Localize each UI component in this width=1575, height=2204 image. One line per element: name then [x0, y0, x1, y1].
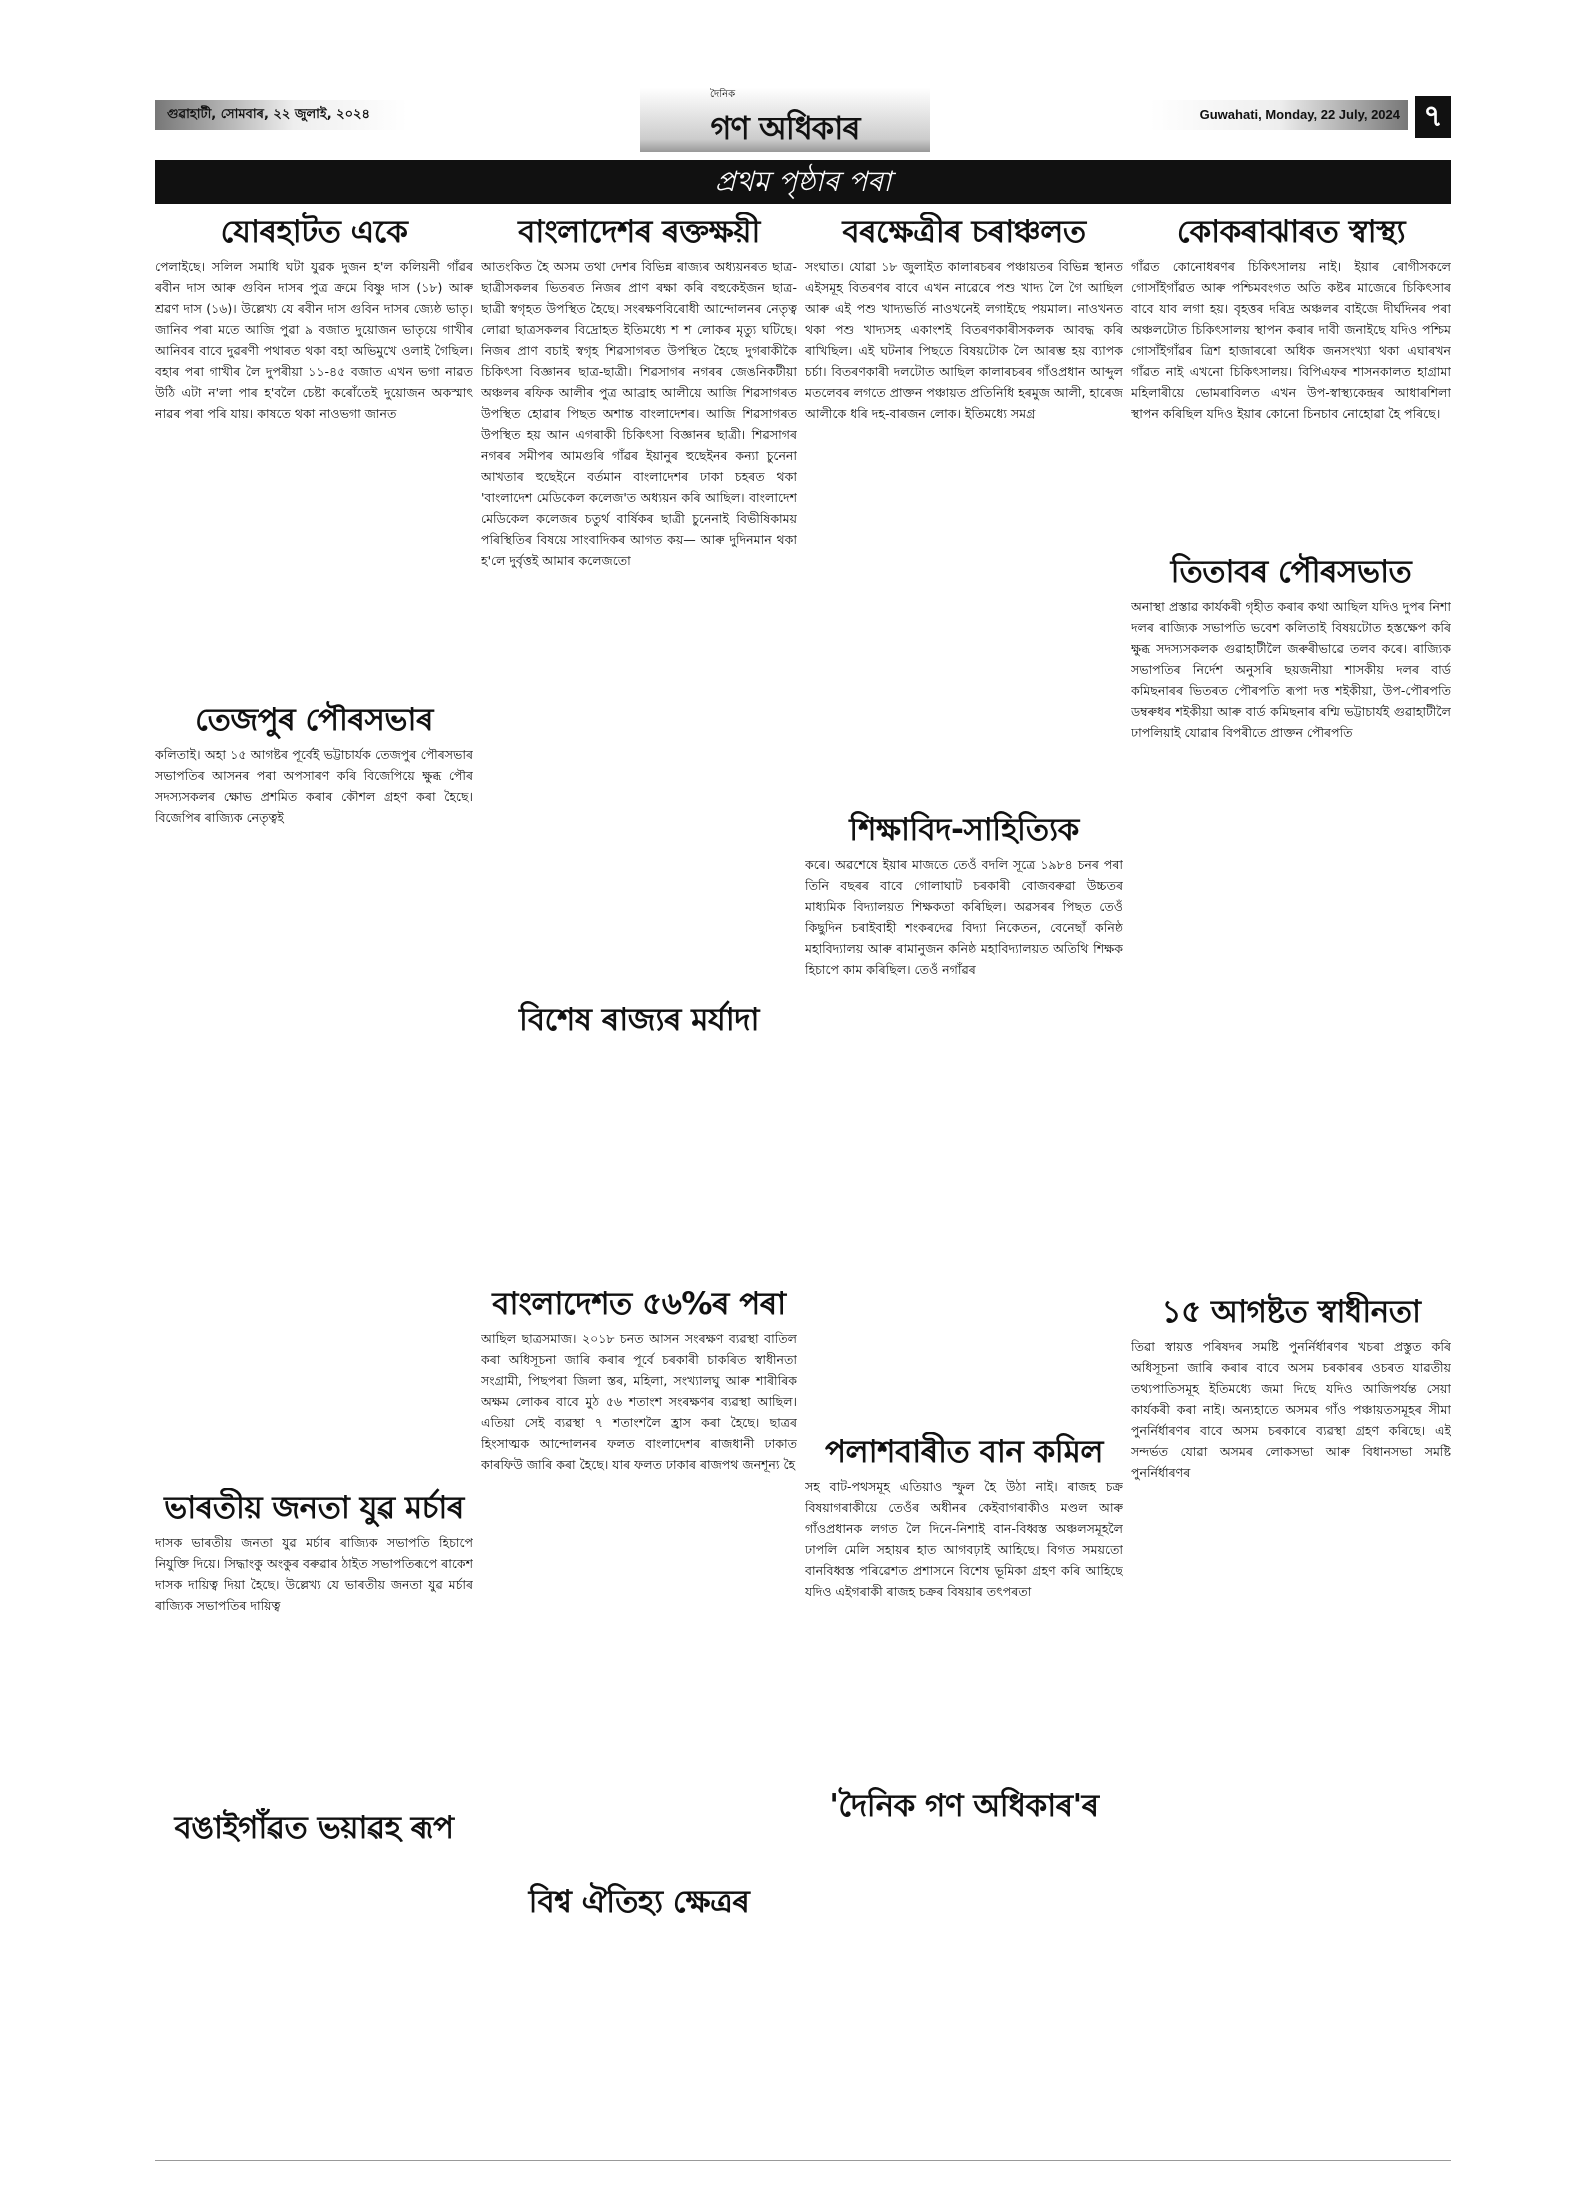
- masthead-title: গণ অধিকাৰ: [710, 109, 860, 147]
- article-body: গাঁৱত কোনোধৰণৰ চিকিৎসালয় নাই। ইয়াৰ ৰোগীসকলে গোসাঁইগাঁৱত আৰু পশ্চিমবংগত অতি কষ্টৰ মাজেৰে চিকিৎসাৰ বাবে যাব লগা হয়। বৃহত্তৰ দৰিদ্ৰ অঞ্চলৰ বাইজে দীৰ্ঘদিনৰ পৰা অঞ্চলটোত চিকিৎসালয় স্থাপন কৰাৰ দাবী জনাইছে যদিও পশ্চিম গোসাঁইগাঁৱৰ ত্ৰিশ হাজাৰৰো অধিক জনসংখ্যা থকা এঘাৰখন গাঁৱত নাই এখনো চিকিৎসালয়। বিপিএফৰ শাসনকালত হাগ্ৰামা মহিলাৰীয়ে ভোমৰাবিলত এখন উপ-স্বাস্থ্যকেন্দ্ৰৰ আধাৰশিলা স্থাপন কৰিছিল যদিও ইয়াৰ কোনো চিনচাব নোহোৱা হৈ পৰিছে।: [1131, 259, 1451, 421]
- column-3: [805, 212, 1123, 2160]
- column-2: [481, 212, 797, 2160]
- footer-rule: [155, 2160, 1451, 2161]
- headline: তিতাবৰ পৌৰসভাত: [1170, 554, 1412, 590]
- headline: শিক্ষাবিদ-সাহিত্যিক: [849, 812, 1079, 848]
- headline: বিশেষ ৰাজ্যৰ মৰ্যাদা: [518, 1002, 760, 1038]
- article-body: দাসক ভাৰতীয় জনতা যুৱ মৰ্চাৰ ৰাজ্যিক সভাপতি হিচাপে নিযুক্তি দিয়ে। সিদ্ধাংকু অংকুৰ বৰুৱাৰ ঠাইত সভাপতিৰূপে ৰাকেশ দাসক দায়িত্ব দিয়া হৈছে। উল্লেখ্য যে ভাৰতীয় জনতা যুৱ মৰ্চাৰ ৰাজ্যিক সভাপতিৰ দায়িত্ব: [155, 1535, 473, 1613]
- article-body: পেলাইছে। সলিল সমাধি ঘটা যুৱক দুজন হ'ল কলিয়নী গাঁৱৰ ৰবীন দাস আৰু গুবিন দাসৰ পুত্ৰ ক্ৰমে বিষ্ণু দাস (১৮) আৰু শ্ৰৱণ দাস (১৬)। উল্লেখ্য যে ৰবীন দাস গুবিন দাসৰ জ্যেষ্ঠ ভাতৃ। জানিব পৰা মতে আজি পুৱা ৯ বজাত দুয়োজন ভাতৃয়ে গাখীৰ আনিবৰ বাবে দুৱৰণী পথাৰত থকা বহা অভিমুখে ওলাই গৈছিল। বহাৰ পৰা গাখীৰ লৈ দুপৰীয়া ১১-৪৫ বজাত এখন ভগা নাৱত উঠি এটা ন'লা পাৰ হ'বলৈ চেষ্টা কৰোঁতেই দুয়োজন অকস্মাৎ নাৱৰ পৰা পৰি যায়। কাষতে থকা নাওভগা জানত: [155, 259, 473, 421]
- article-body: [481, 1926, 797, 2156]
- article-body: অনাস্থা প্ৰস্তাৱ কাৰ্যকৰী গৃহীত কৰাৰ কথা আছিল যদিও দুপৰ নিশা দলৰ ৰাজ্যিক সভাপতি ভবেশ কলিতাই বিষয়টোত হস্তক্ষেপ কৰি ক্ষুব্ধ সদস্যসকলক গুৱাহাটীলৈ জৰুৰীভাৱে তলব কৰে। ৰাজ্যিক সভাপতিৰ নিৰ্দেশ অনুসৰি ছয়জনীয়া শাসকীয় দলৰ বাৰ্ড কমিছনাৰৰ ভিতৰত পৌৰপতি ৰূপা দত্ত শইকীয়া, উপ-পৌৰপতি ডম্বৰুধৰ শইকীয়া আৰু বাৰ্ড কমিছনাৰ ৰশ্মি ভট্টাচাৰ্যই গুৱাহাটীলৈ ঢাপলিয়াই যোৱাৰ বিপৰীতে প্ৰাক্তন পৌৰপতি: [1131, 599, 1451, 740]
- article: [1131, 1292, 1451, 2160]
- headline: তেজপুৰ পৌৰসভাৰ: [195, 702, 433, 738]
- column-1: [155, 212, 473, 2160]
- header-date-assamese: গুৱাহাটী, সোমবাৰ, ২২ জুলাই, ২০২৪: [155, 100, 407, 130]
- article: [805, 810, 1123, 1432]
- article: [481, 1882, 797, 2160]
- headline: বৰক্ষেত্ৰীৰ চৰাঞ্চলত: [842, 214, 1086, 250]
- article-body: কলিতাই। অহা ১৫ আগষ্টৰ পূৰ্বেই ভট্টাচাৰ্যক তেজপুৰ পৌৰসভাৰ সভাপতিৰ আসনৰ পৰা অপসাৰণ কৰি বিজেপিয়ে ক্ষুব্ধ পৌৰ সদস্যসকলৰ ক্ষোভ প্ৰশমিত কৰাৰ কৌশল গ্ৰহণ কৰা হৈছে। বিজেপিৰ ৰাজ্যিক নেতৃত্বই: [155, 747, 473, 825]
- headline: বিশ্ব ঐতিহ্য ক্ষেত্ৰৰ: [528, 1884, 750, 1920]
- article: [155, 1808, 473, 2160]
- masthead-small: দৈনিক: [710, 89, 736, 100]
- headline: পলাশবাৰীত বান কমিল: [824, 1434, 1103, 1470]
- article: [481, 1000, 797, 1284]
- article: [805, 1786, 1123, 2160]
- article-body: আছিল ছাত্ৰসমাজ। ২০১৮ চনত আসন সংৰক্ষণ ব্যৱস্থা বাতিল কৰা অধিসূচনা জাৰি কৰাৰ পূৰ্বে চৰকাৰী চাকৰিত স্বাধীনতা সংগ্ৰামী, পিছপৰা জিলা স্তৰ, মহিলা, সংখ্যালঘু আৰু শাৰীৰিক অক্ষম লোকৰ বাবে মুঠ ৫৬ শতাংশ সংৰক্ষণৰ ব্যৱস্থা আছিল। এতিয়া সেই ব্যৱস্থা ৭ শতাংশলৈ হ্ৰাস কৰা হৈছে। ছাত্ৰৰ হিংসাত্মক আন্দোলনৰ ফলত বাংলাদেশৰ ৰাজধানী ঢাকাত কাৰফিউ জাৰি কৰা হৈছে। যাৰ ফলত ঢাকাৰ ৰাজপথ জনশূন্য হৈ: [481, 1331, 797, 1472]
- article-body: সহ বাট-পথসমূহ এতিয়াও স্ফুল হৈ উঠা নাই। ৰাজহ চক্ৰ বিষয়াগৰাকীয়ে তেওঁৰ অধীনৰ কেইবাগৰাকীও মণ্ডল আৰু গাঁওপ্ৰধানক লগত লৈ দিনে-নিশাই বান-বিধ্বস্ত অঞ্চলসমূহলৈ ঢাপলি মেলি সহায়ৰ হাত আগবঢ়াই আহিছে। বিগত সময়তো বানবিধ্বস্ত পৰিৱেশত প্ৰশাসনে বিশেষ ভূমিকা গ্ৰহণ কৰি আহিছে যদিও এইগৰাকী ৰাজহ চক্ৰৰ বিষয়াৰ তৎপৰতা: [805, 1479, 1123, 1599]
- page-number: ৭: [1415, 96, 1451, 138]
- article-body: সংঘাত। যোৱা ১৮ জুলাইত কালাৰচৰৰ পঞ্চায়তৰ বিভিন্ন স্থানত এইসমূহ বিতৰণৰ বাবে এখন নাৱেৰে পশু খাদ্য লৈ গৈ আছিল আৰু এই পশু খাদ্যভৰ্তি নাওখনেই লগাইছে পয়মাল। নাওখনত থকা পশু খাদ্যসহ একাংশই বিতৰণকাৰীসকলক আবদ্ধ কৰি ৰাখিছিল। এই ঘটনাৰ পিছতে বিষয়টোক লৈ আৰম্ভ হয় ব্যাপক চৰ্চা। বিতৰণকাৰী দলটোত আছিল কালাৰচৰৰ গাঁওপ্ৰধান আব্দুল মতলেবৰ লগতে প্ৰাক্তন পঞ্চায়ত প্ৰতিনিধি হৰমুজ আলী, হাৰেজ আলীকে ধৰি দহ-বাৰজন লোক। ইতিমধ্যে সমগ্ৰ: [805, 259, 1123, 421]
- headline: বাংলাদেশত ৫৬%ৰ পৰা: [492, 1286, 786, 1322]
- article-body: [805, 1830, 1123, 2156]
- article: [805, 1432, 1123, 1786]
- article-body: কৰে। অৱশেষে ইয়াৰ মাজতে তেওঁ বদলি সূত্ৰে ১৯৮৪ চনৰ পৰা তিনি বছৰৰ বাবে গোলাঘাট চৰকাৰী বোজবৰুৱা উচ্চতৰ মাধ্যমিক বিদ্যালয়ত শিক্ষকতা কৰিছিল। অৱসৰৰ পিছত তেওঁ কিছুদিন চৰাইবাহী শংকৰদেৱ বিদ্যা নিকেতন, বেনেছাঁ কনিষ্ঠ মহাবিদ্যালয় আৰু ৰামানুজন কনিষ্ঠ মহাবিদ্যালয়ত অতিথি শিক্ষক হিচাপে কাম কৰিছিল। তেওঁ নগাঁৱৰ: [805, 857, 1123, 977]
- article-body: [481, 1044, 797, 1280]
- headline: বঙাইগাঁৱত ভয়াৱহ ৰূপ: [174, 1810, 454, 1846]
- column-4: [1131, 212, 1451, 2160]
- article: [155, 1488, 473, 1808]
- article-body: [155, 1852, 473, 2156]
- headline: কোকৰাঝাৰত স্বাস্থ্য: [1176, 214, 1406, 250]
- headline: 'দৈনিক গণ অধিকাৰ'ৰ: [829, 1788, 1099, 1824]
- headline: ভাৰতীয় জনতা যুৱ মৰ্চাৰ: [164, 1490, 464, 1526]
- article-body: তিৱা স্বায়ত্ত পৰিষদৰ সমষ্টি পুনৰ্নিৰ্ধাৰণৰ খচৰা প্ৰস্তুত কৰি অধিসূচনা জাৰি কৰাৰ বাবে অসম চৰকাৰৰ ওচৰত যাৱতীয় তথ্যপাতিসমূহ ইতিমধ্যে জমা দিছে যদিও আজিপৰ্যন্ত সেয়া কাৰ্যকৰী কৰা নাই। অন্যহাতে অসমৰ গাঁও পঞ্চায়তসমূহৰ সীমা পুনৰ্নিৰ্ধাৰণৰ বাবে অসম চৰকাৰে ব্যৱস্থা গ্ৰহণ কৰিছে। এই সন্দৰ্ভত যোৱা অসমৰ লোকসভা আৰু বিধানসভা সমষ্টি পুনৰ্নিৰ্ধাৰণৰ: [1131, 1339, 1451, 1480]
- header-date-english: Guwahati, Monday, 22 July, 2024: [1150, 100, 1408, 130]
- headline: ১৫ আগষ্টত স্বাধীনতা: [1161, 1294, 1421, 1330]
- article: [1131, 552, 1451, 1292]
- article: [155, 212, 473, 700]
- article: [155, 700, 473, 1488]
- article: [1131, 212, 1451, 552]
- headline: বাংলাদেশৰ ৰক্তক্ষয়ী: [518, 214, 760, 250]
- article: [481, 1284, 797, 1882]
- article: [805, 212, 1123, 810]
- headline: যোৰহাটত একে: [220, 214, 408, 250]
- article: [481, 212, 797, 1000]
- masthead-logo: [640, 88, 930, 152]
- section-banner: প্ৰথম পৃষ্ঠাৰ পৰা: [155, 160, 1451, 204]
- article-body: আতংকিত হৈ অসম তথা দেশৰ বিভিন্ন ৰাজ্যৰ অধ্যয়নৰত ছাত্ৰ-ছাত্ৰীসকলৰ ভিতৰত নিজৰ প্ৰাণ ৰক্ষা কৰি বহুকেইজন ছাত্ৰ-ছাত্ৰী স্বগৃহত উপস্থিত হৈছে। সংৰক্ষণবিৰোধী আন্দোলনৰ নেতৃত্ব লোৱা ছাত্ৰসকলৰ বিদ্ৰোহত ইতিমধ্যে শ শ লোকৰ মৃত্যু ঘটিছে। নিজৰ প্ৰাণ বচাই স্বগৃহ শিৱসাগৰত উপস্থিত হৈছে দুগৰাকীকৈ চিকিৎসা বিজ্ঞানৰ ছাত্ৰ-ছাত্ৰী। শিৱসাগৰ নগৰৰ জেঙনিকটীয়া অঞ্চলৰ ৰফিক আলীৰ পুত্ৰ আব্ৰাহ আলীয়ে আজি শিৱসাগৰত উপস্থিত হোৱাৰ পিছত অশান্ত বাংলাদেশৰ। আজি শিৱসাগৰত উপস্থিত হয় আন এগৰাকী চিকিৎসা বিজ্ঞানৰ ছাত্ৰী। শিৱসাগৰ নগৰৰ সমীপৰ আমগুৰি গাঁৱৰ ইয়ানুৰ হুছেইনৰ কন্যা চুনেনা আখতাৰ হুছেইনে বৰ্তমান বাংলাদেশৰ ঢাকা চহৰত থকা 'বাংলাদেশ মেডিকেল কলেজ'ত অধ্যয়ন কৰি আছিল। বাংলাদেশ মেডিকেল কলেজৰ চতুৰ্থ বাৰ্ষিকৰ ছাত্ৰী চুনেনাই বিভীষিকাময় পৰিস্থিতিৰ বিষয়ে সাংবাদিকৰ আগত কয়— আৰু দুদিনমান থকা হ'লে দুৰ্বৃত্তই আমাৰ কলেজতো: [481, 259, 797, 568]
